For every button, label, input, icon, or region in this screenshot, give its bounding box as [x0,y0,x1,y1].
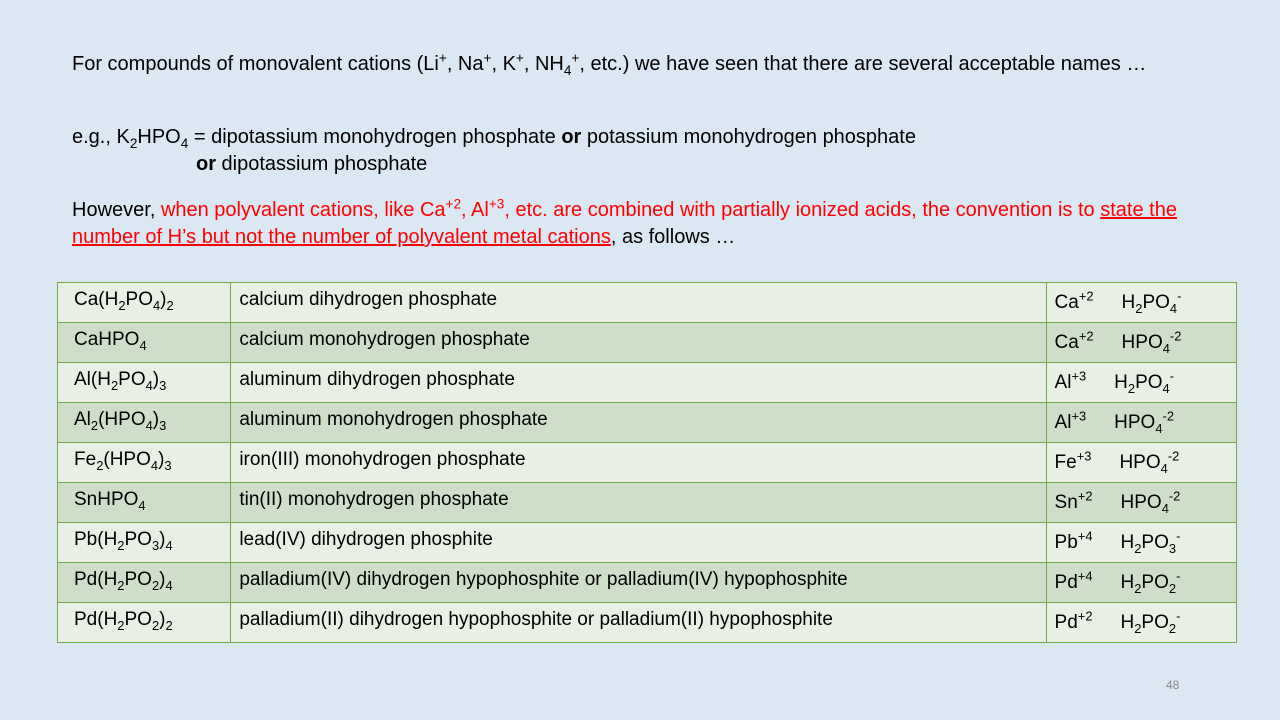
page-number: 48 [1166,678,1180,692]
formula-cell: $Ca(H_2PO_4)_2$ [58,283,231,323]
underlined-convention: state the number of H’s but not the number of polyvalent metal cations [72,199,1177,248]
name-cell: palladium(IV) dihydrogen hypophosphite or palladium(IV) hypophosphite [231,563,1046,603]
ions-cell: $Al^{+3}$ $HPO_4^{-2}$ [1046,403,1236,443]
table-row [58,443,1237,483]
table-row [58,563,1237,603]
name-cell: palladium(II) dihydrogen hypophosphite or palladium(II) hypophosphite [231,603,1046,643]
table-row [58,323,1237,363]
formula-cell: $Pd(H_2PO_2)_4$ [58,563,231,603]
formula-cell: $Pb(H_2PO_3)_4$ [58,523,231,563]
table-row [58,483,1237,523]
formula-cell: $Al_2(HPO_4)_3$ [58,403,231,443]
ions-cell: $Pd^{+4}$ $H_2PO_2^-$ [1046,563,1236,603]
name-cell: lead(IV) dihydrogen phosphite [231,523,1046,563]
table-row [58,603,1237,643]
ions-cell: $Al^{+3}$ $H_2PO_4^-$ [1046,363,1236,403]
name-cell: aluminum dihydrogen phosphate [231,363,1046,403]
formula-cell: $Pd(H_2PO_2)_2$ [58,603,231,643]
example-paragraph: e.g., $K_2HPO_4$ = dipotassium monohydrogen phosphate or potassium monohydrogen phosphate or dipotassium phosphate [72,126,916,175]
ions-cell: $Pb^{+4}$ $H_2PO_3^-$ [1046,523,1236,563]
convention-paragraph: However, when polyvalent cations, like $Ca^{+2}$, $Al^{+3}$, etc. are combined with partially ionized acids, the convention is to state the number of H’s but not the number of polyvalent metal cations, as follows … [72,196,1177,248]
table-row [58,523,1237,563]
name-cell: calcium dihydrogen phosphate [231,283,1046,323]
formula-cell: $Fe_2(HPO_4)_3$ [58,443,231,483]
intro-paragraph: For compounds of monovalent cations (Li+, Na+, K+, $NH_4^+$, etc.) we have seen that there are several acceptable names … [72,50,1147,78]
ions-cell: $Ca^{+2}$ $H_2PO_4^-$ [1046,283,1236,323]
ions-cell: $Sn^{+2}$ $HPO_4^{-2}$ [1046,483,1236,523]
table-row [58,283,1237,323]
ions-cell: $Fe^{+3}$ $HPO_4^{-2}$ [1046,443,1236,483]
formula-cell: $Al(H_2PO_4)_3$ [58,363,231,403]
name-cell: iron(III) monohydrogen phosphate [231,443,1046,483]
formula-cell: SnHPO$_4$ [58,483,231,523]
table-row [58,403,1237,443]
table-row [58,363,1237,403]
ions-cell: $Pd^{+2}$ $H_2PO_2^-$ [1046,603,1236,643]
name-cell: calcium monohydrogen phosphate [231,323,1046,363]
phosphate-table [57,282,1237,643]
name-cell: aluminum monohydrogen phosphate [231,403,1046,443]
formula-cell: CaHPO$_4$ [58,323,231,363]
name-cell: tin(II) monohydrogen phosphate [231,483,1046,523]
ions-cell: $Ca^{+2}$ $HPO_4^{-2}$ [1046,323,1236,363]
